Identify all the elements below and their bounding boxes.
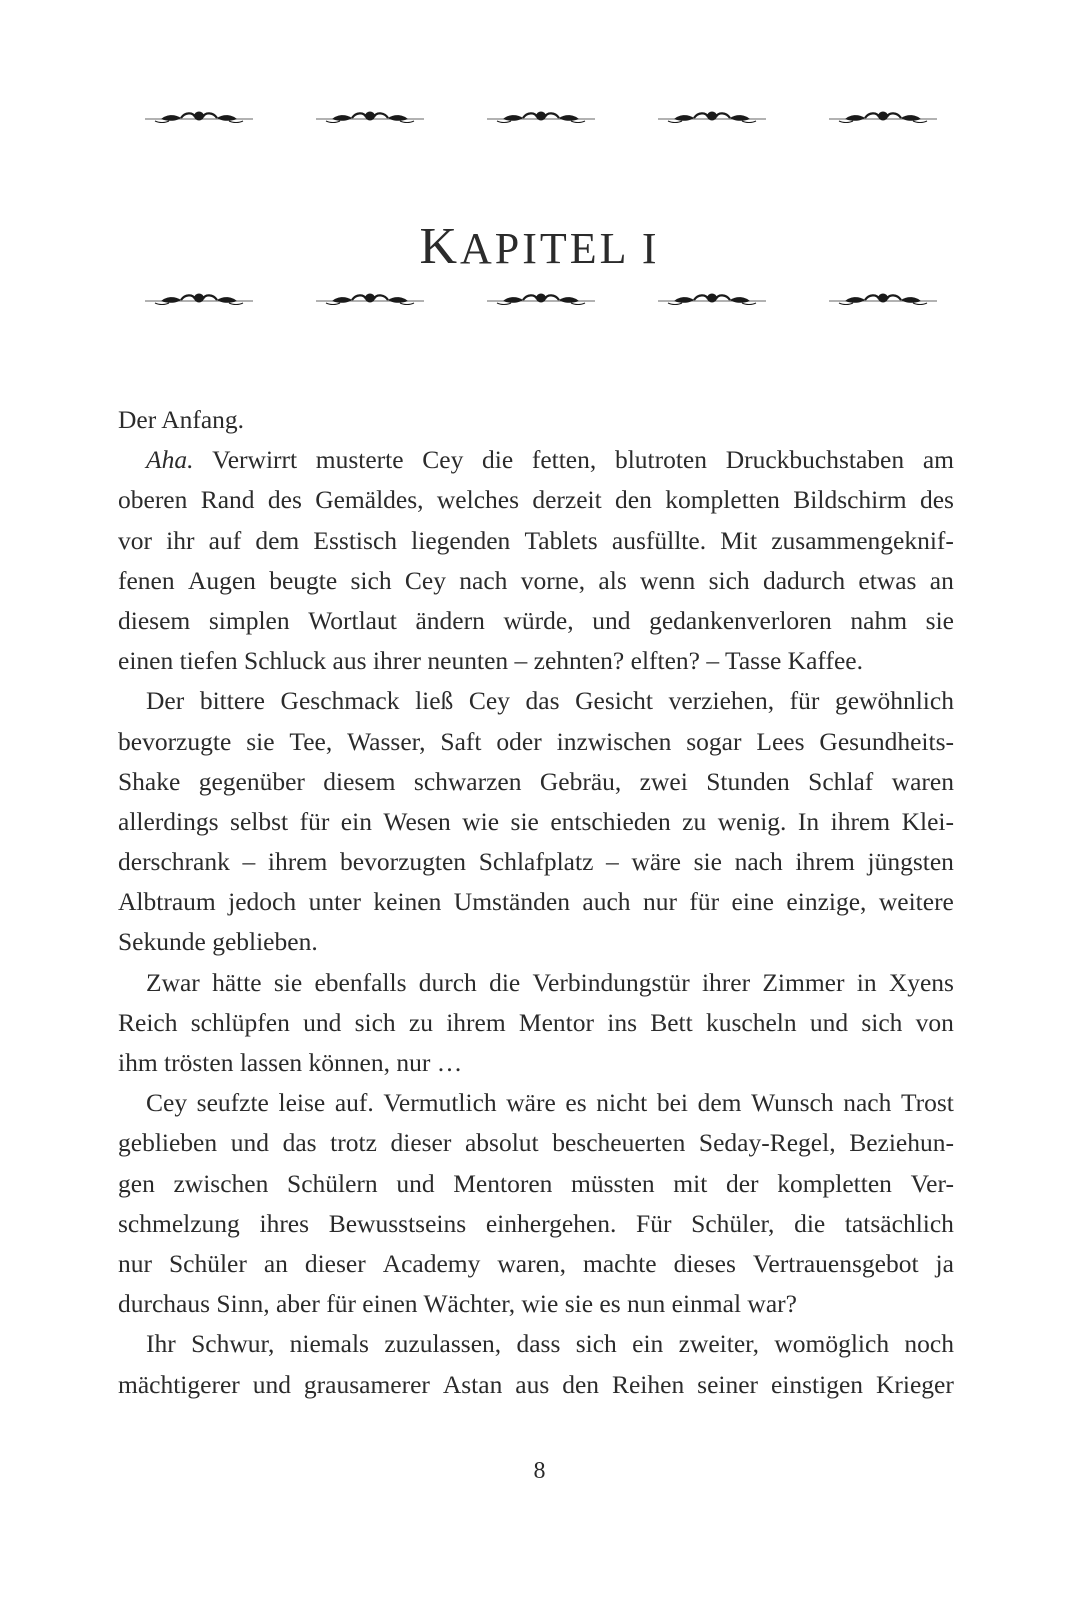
- word: ausfüllte.: [611, 525, 707, 555]
- word: sie: [510, 806, 539, 836]
- word: schlüpfen: [190, 1007, 290, 1037]
- word: den: [615, 485, 652, 515]
- word: Academy: [382, 1248, 481, 1278]
- word: Umständen: [453, 887, 570, 917]
- word: sie: [246, 726, 275, 756]
- word: geblieben: [118, 1128, 218, 1158]
- word: Vermutlich: [383, 1088, 497, 1118]
- word: und: [303, 1007, 342, 1037]
- ornament-row-bottom: [0, 290, 1079, 320]
- word: Bildschirm: [793, 485, 907, 515]
- word: jedoch: [228, 887, 297, 917]
- word: nicht: [596, 1088, 648, 1118]
- word: an: [929, 565, 954, 595]
- word: und: [809, 1007, 849, 1037]
- word: Mentor: [518, 1007, 594, 1037]
- word: schmelzung: [118, 1208, 240, 1238]
- word: kuscheln: [705, 1007, 797, 1037]
- word: jüngsten: [867, 847, 954, 877]
- word: mit: [673, 1168, 708, 1198]
- word: sich: [350, 565, 392, 595]
- word: für: [299, 806, 330, 836]
- word: wenig.: [717, 806, 787, 836]
- word: sich: [708, 565, 750, 595]
- word: Druckbuchstaben: [725, 445, 905, 475]
- word: es: [565, 1088, 587, 1118]
- word: Lees: [756, 726, 805, 756]
- floral-divider-icon: [314, 290, 426, 310]
- word: allerdings: [118, 806, 219, 836]
- word: Gesicht: [575, 686, 654, 716]
- word: Gesundheits-: [819, 726, 954, 756]
- word: ihr: [166, 525, 195, 555]
- word: Der: [146, 686, 185, 716]
- word: vorne,: [520, 565, 586, 595]
- word: Geschmack: [280, 686, 400, 716]
- word: und: [230, 1128, 269, 1158]
- word: wie: [462, 806, 500, 836]
- word: nach: [459, 565, 508, 595]
- word: den: [562, 1369, 600, 1399]
- word: ihrer: [701, 967, 751, 997]
- text-line: [118, 1204, 954, 1244]
- word: ein: [340, 806, 372, 836]
- word: auf.: [334, 1088, 374, 1118]
- word: derschrank: [118, 847, 230, 877]
- word: beugte: [269, 565, 338, 595]
- word: und: [396, 1168, 435, 1198]
- word: nur: [642, 887, 677, 917]
- word: Verwirrt: [212, 445, 298, 475]
- word: sich: [861, 1007, 903, 1037]
- word: Xyens: [888, 967, 954, 997]
- word: Ihr: [146, 1329, 176, 1359]
- word: sie: [273, 967, 303, 997]
- word: ebenfalls: [314, 967, 407, 997]
- word: Schüler: [168, 1248, 247, 1278]
- word: verziehen,: [668, 686, 775, 716]
- line-text: durchaus Sinn, aber für einen Wächter, wie sie es nun einmal war?: [118, 1289, 797, 1319]
- word: welches: [436, 485, 520, 515]
- word: bescheuerten: [552, 1128, 686, 1158]
- word: an: [263, 1248, 288, 1278]
- word: dem: [697, 1088, 742, 1118]
- text-line: [118, 963, 954, 1003]
- word: Klei-: [901, 806, 954, 836]
- word: dass: [516, 1329, 561, 1359]
- word: vor: [118, 525, 152, 555]
- word: selbst: [230, 806, 289, 836]
- word: womöglich: [774, 1329, 890, 1359]
- word: in: [856, 967, 877, 997]
- word: Vertrauensgebot: [752, 1248, 919, 1278]
- word: In: [797, 806, 820, 836]
- word: ja: [935, 1248, 954, 1278]
- word: Cey: [468, 686, 510, 716]
- word: Cey: [404, 565, 446, 595]
- word: bevorzugten: [340, 847, 467, 877]
- word: ihres: [259, 1208, 310, 1238]
- word: sogar: [686, 726, 742, 756]
- text-line: [118, 480, 954, 520]
- word: von: [915, 1007, 954, 1037]
- word: fenen: [118, 565, 175, 595]
- word: durch: [418, 967, 477, 997]
- word: und: [252, 1369, 291, 1399]
- word: keinen: [373, 887, 442, 917]
- word: und: [592, 605, 631, 635]
- word: Rand: [200, 485, 255, 515]
- word: Bewusstseins: [328, 1208, 467, 1238]
- word: Astan: [442, 1369, 503, 1399]
- word: Zimmer: [762, 967, 845, 997]
- floral-divider-icon: [656, 290, 768, 310]
- word: Schwur,: [191, 1329, 275, 1359]
- word: für: [689, 887, 720, 917]
- word: fetten,: [531, 445, 597, 475]
- text-line: [118, 561, 954, 601]
- page-number: 8: [533, 1458, 546, 1484]
- text-line: [118, 601, 954, 641]
- word: Schlaf: [808, 766, 874, 796]
- word: Reihen: [611, 1369, 685, 1399]
- word: dadurch: [762, 565, 846, 595]
- word: niemals: [289, 1329, 369, 1359]
- word: Verbindungstür: [532, 967, 690, 997]
- word: entschieden: [550, 806, 671, 836]
- word: Tablets: [524, 525, 598, 555]
- floral-divider-icon: [143, 290, 255, 310]
- word: gewöhnlich: [834, 686, 954, 716]
- word: waren,: [497, 1248, 567, 1278]
- word: unter: [308, 887, 361, 917]
- chapter-title-initial: K: [419, 218, 460, 276]
- word: das: [525, 686, 560, 716]
- word: sie: [693, 847, 722, 877]
- word: Zwar: [146, 967, 200, 997]
- word: etwas: [858, 565, 917, 595]
- word: zweiter,: [678, 1329, 760, 1359]
- word: einhergehen.: [485, 1208, 617, 1238]
- word: Stunden: [706, 766, 790, 796]
- line-text: Sekunde geblieben.: [118, 927, 318, 957]
- word: Albtraum: [118, 887, 216, 917]
- word: musterte: [315, 445, 404, 475]
- text-line: [118, 1043, 954, 1083]
- text-line: [118, 1123, 954, 1163]
- word: Gemäldes,: [315, 485, 424, 515]
- floral-divider-icon: [485, 290, 597, 310]
- text-line: [118, 1324, 954, 1364]
- word: die: [794, 1208, 826, 1238]
- word: blutroten: [614, 445, 708, 475]
- word: des: [267, 485, 302, 515]
- text-line: [118, 641, 954, 681]
- text-line: [118, 681, 954, 721]
- word: Krieger: [876, 1369, 954, 1399]
- word: diesem: [118, 605, 191, 635]
- line-text: ihm trösten lassen können, nur …: [118, 1048, 463, 1077]
- word: das: [282, 1128, 317, 1158]
- word: nach: [843, 1088, 892, 1118]
- word: Beziehun-: [849, 1128, 954, 1158]
- word: zusammengeknif-: [771, 525, 954, 555]
- word: dem: [255, 525, 300, 555]
- word: nur: [118, 1248, 152, 1278]
- text-line: [118, 722, 954, 762]
- word: zu: [408, 1007, 433, 1037]
- text-line: [118, 1244, 954, 1284]
- word: die: [489, 967, 521, 997]
- word: Cey: [146, 1088, 188, 1118]
- chapter-title-rest: APITEL I: [460, 224, 660, 274]
- text-line: [118, 882, 954, 922]
- word: Für: [636, 1208, 672, 1238]
- word: gedankenverloren: [649, 605, 832, 635]
- word: trotz: [330, 1128, 377, 1158]
- text-line: [118, 521, 954, 561]
- word: Ver-: [910, 1168, 954, 1198]
- word: inzwischen: [556, 726, 672, 756]
- word: zwei: [639, 766, 688, 796]
- chapter-body-text: [118, 400, 954, 1405]
- chapter-title: [0, 217, 1079, 276]
- floral-divider-icon: [485, 108, 597, 128]
- word: simplen: [208, 605, 290, 635]
- word: bevorzugte: [118, 726, 232, 756]
- word: seufzte: [196, 1088, 269, 1118]
- word: kompletten: [665, 485, 780, 515]
- word: Saft: [440, 726, 482, 756]
- word: nahm: [850, 605, 908, 635]
- word: des: [919, 485, 954, 515]
- word: dieses: [673, 1248, 736, 1278]
- text-line: [118, 1284, 954, 1324]
- text-line: [118, 1003, 954, 1043]
- word: oder: [496, 726, 542, 756]
- word: –: [242, 847, 256, 877]
- word: noch: [904, 1329, 954, 1359]
- word: ihrem: [446, 1007, 506, 1037]
- word: sich: [354, 1007, 396, 1037]
- word: Wesen: [383, 806, 451, 836]
- word: –: [606, 847, 619, 877]
- word: Schlafplatz: [478, 847, 594, 877]
- text-line: [118, 802, 954, 842]
- word: müssten: [571, 1168, 655, 1198]
- word: waren: [891, 766, 954, 796]
- word: Esstisch: [313, 525, 398, 555]
- word: Shake: [118, 766, 181, 796]
- floral-divider-icon: [143, 108, 255, 128]
- word: Aha.: [146, 445, 194, 475]
- word: einstigen: [770, 1369, 864, 1399]
- word: dieser: [390, 1128, 452, 1158]
- word: Seday-Regel,: [698, 1128, 836, 1158]
- word: diesem: [323, 766, 396, 796]
- text-line: [118, 842, 954, 882]
- word: Wasser,: [347, 726, 426, 756]
- word: hätte: [212, 967, 262, 997]
- word: Schüler,: [691, 1208, 775, 1238]
- word: Mit: [720, 525, 758, 555]
- text-line: [118, 922, 954, 962]
- word: absolut: [464, 1128, 539, 1158]
- word: Wunsch: [751, 1088, 834, 1118]
- word: schwarzen: [413, 766, 522, 796]
- word: sich: [575, 1329, 617, 1359]
- word: seiner: [697, 1369, 759, 1399]
- word: aus: [515, 1369, 550, 1399]
- floral-divider-icon: [827, 108, 939, 128]
- word: Trost: [900, 1088, 954, 1118]
- text-line: [118, 1365, 954, 1405]
- word: Bett: [650, 1007, 693, 1037]
- word: am: [922, 445, 954, 475]
- word: nach: [734, 847, 783, 877]
- word: ließ: [415, 686, 454, 716]
- word: der: [725, 1168, 759, 1198]
- floral-divider-icon: [827, 290, 939, 310]
- text-line: [118, 440, 954, 480]
- word: ihrem: [830, 806, 891, 836]
- word: dieser: [304, 1248, 366, 1278]
- word: auf: [208, 525, 242, 555]
- word: Schülern: [287, 1168, 378, 1198]
- word: ins: [607, 1007, 637, 1037]
- word: Reich: [118, 1007, 178, 1037]
- word: Wortlaut: [308, 605, 397, 635]
- word: zuzulassen,: [384, 1329, 502, 1359]
- word: weitere: [878, 887, 954, 917]
- word: grausamerer: [303, 1369, 430, 1399]
- word: ein: [632, 1329, 664, 1359]
- word: wäre: [506, 1088, 556, 1118]
- floral-divider-icon: [314, 108, 426, 128]
- ornament-row-top: [0, 108, 1079, 138]
- word: wäre: [631, 847, 681, 877]
- word: Augen: [187, 565, 256, 595]
- text-line: [118, 762, 954, 802]
- word: ändern: [415, 605, 485, 635]
- word: Gebräu,: [539, 766, 622, 796]
- word: kompletten: [777, 1168, 892, 1198]
- word: Cey: [422, 445, 464, 475]
- text-line: [118, 1083, 954, 1123]
- word: zwischen: [173, 1168, 269, 1198]
- word: liegenden: [411, 525, 511, 555]
- floral-divider-icon: [656, 108, 768, 128]
- word: als: [598, 565, 627, 595]
- word: sie: [925, 605, 954, 635]
- word: für: [789, 686, 820, 716]
- word: bittere: [199, 686, 265, 716]
- word: oberen: [118, 485, 188, 515]
- word: die: [482, 445, 514, 475]
- word: mächtigerer: [118, 1369, 240, 1399]
- word: tatsächlich: [844, 1208, 954, 1238]
- word: ihrem: [795, 847, 855, 877]
- text-line: [118, 1164, 954, 1204]
- word: gen: [118, 1168, 155, 1198]
- word: machte: [582, 1248, 657, 1278]
- word: eine: [731, 887, 774, 917]
- line-text: einen tiefen Schluck aus ihrer neunten – zehnten? elften? – Tasse Kaffee.: [118, 646, 863, 676]
- word: wenn: [640, 565, 696, 595]
- word: ihrem: [267, 847, 328, 877]
- word: bei: [656, 1088, 688, 1118]
- word: leise: [278, 1088, 326, 1118]
- word: würde,: [503, 605, 574, 635]
- text-line: [118, 400, 954, 440]
- word: Tee,: [289, 726, 333, 756]
- word: gegenüber: [198, 766, 305, 796]
- word: einzige,: [786, 887, 867, 917]
- word: Mentoren: [453, 1168, 553, 1198]
- word: auch: [582, 887, 631, 917]
- word: derzeit: [532, 485, 602, 515]
- word: zu: [682, 806, 707, 836]
- line-text: Der Anfang.: [118, 405, 245, 434]
